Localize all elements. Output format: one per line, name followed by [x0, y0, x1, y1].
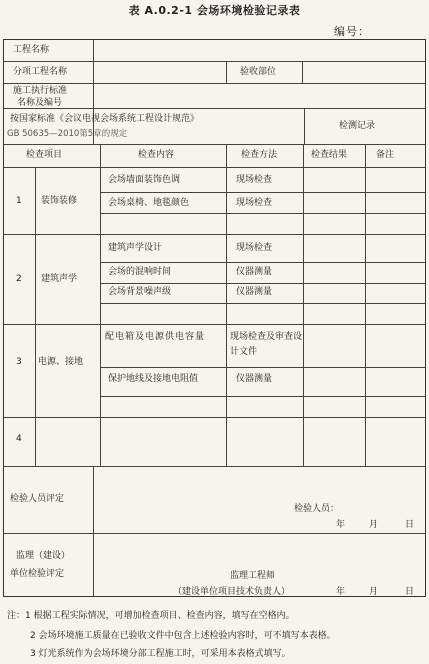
inspector-evaluation-label: 检验人员评定 [10, 494, 65, 504]
acceptance-part-label: 验收部位 [240, 67, 277, 77]
group-number: 3 [16, 357, 22, 367]
column-header-method: 检查方法 [241, 150, 278, 160]
column-header-result: 检查结果 [311, 150, 348, 160]
date-year-label: 年 [336, 520, 346, 530]
group-name: 电源、接地 [38, 357, 84, 367]
date-day-label: 日 [405, 520, 415, 530]
date-month-label: 月 [369, 587, 379, 597]
check-method: 仪器测量 [236, 267, 273, 277]
standard-label-line2: 名称及编号 [17, 98, 63, 108]
note-3: 3 灯光系统作为会场环境分部工程施工时，可采用本表格式填写。 [30, 649, 291, 659]
date-month-label: 月 [369, 520, 379, 530]
check-method: 现场检查 [236, 198, 273, 208]
group-number: 2 [16, 274, 22, 284]
check-method: 仪器测量 [236, 287, 273, 297]
check-method: 现场检查及审查设计文件 [230, 332, 303, 357]
group-number: 1 [16, 196, 22, 206]
check-method: 现场检查 [236, 175, 273, 185]
column-header-content: 检查内容 [138, 150, 175, 160]
check-method: 仪器测量 [236, 374, 273, 384]
column-header-item: 检查项目 [26, 150, 63, 160]
check-method: 现场检查 [236, 243, 273, 253]
supervisor-subtitle: （建设单位项目技术负责人） [173, 587, 291, 597]
spec-line1: 按国家标准《会议电视会场系统工程设计规范》 [10, 114, 200, 124]
inspection-record-label: 检测记录 [339, 121, 376, 131]
group-number: 4 [16, 434, 22, 444]
date-year-label: 年 [336, 587, 346, 597]
check-content: 配电箱及电源供电容量 [105, 332, 206, 342]
inspection-record-table [3, 39, 426, 597]
check-content: 建筑声学设计 [108, 243, 163, 253]
supervisor-title: 监理工程师 [230, 571, 276, 581]
project-name-label: 工程名称 [13, 45, 50, 55]
sub-project-name-label: 分项工程名称 [13, 67, 68, 77]
group-name: 建筑声学 [41, 274, 78, 284]
supervisor-evaluation-label-line1: 监理（建设） [16, 551, 71, 561]
form-number-label: 编号： [334, 25, 370, 38]
spec-line2: GB 50635—2010第5章的规定 [7, 129, 128, 139]
date-day-label: 日 [405, 587, 415, 597]
check-content: 会场的混响时间 [108, 267, 172, 277]
column-header-remark: 备注 [376, 150, 395, 160]
supervisor-evaluation-label-line2: 单位检验评定 [10, 569, 65, 579]
check-content: 会场背景噪声级 [108, 287, 172, 297]
check-content: 会场墙面装饰色调 [108, 175, 181, 185]
note-2: 2 会场环境施工质量在已验收文件中包含上述检验内容时，可不填写本表格。 [30, 631, 336, 641]
check-content: 保护地线及接地电阻值 [108, 374, 199, 384]
group-name: 装饰装修 [41, 196, 78, 206]
standard-label-line1: 施工执行标准 [13, 86, 68, 96]
note-1: 注：1 根据工程实际情况，可增加检查项目、检查内容，填写在空格内。 [7, 611, 295, 621]
document-title: 表 A.0.2-1 会场环境检验记录表 [128, 4, 301, 17]
check-content: 会场桌椅、地毯颜色 [108, 198, 190, 208]
inspector-signature-label: 检验人员： [294, 504, 340, 514]
